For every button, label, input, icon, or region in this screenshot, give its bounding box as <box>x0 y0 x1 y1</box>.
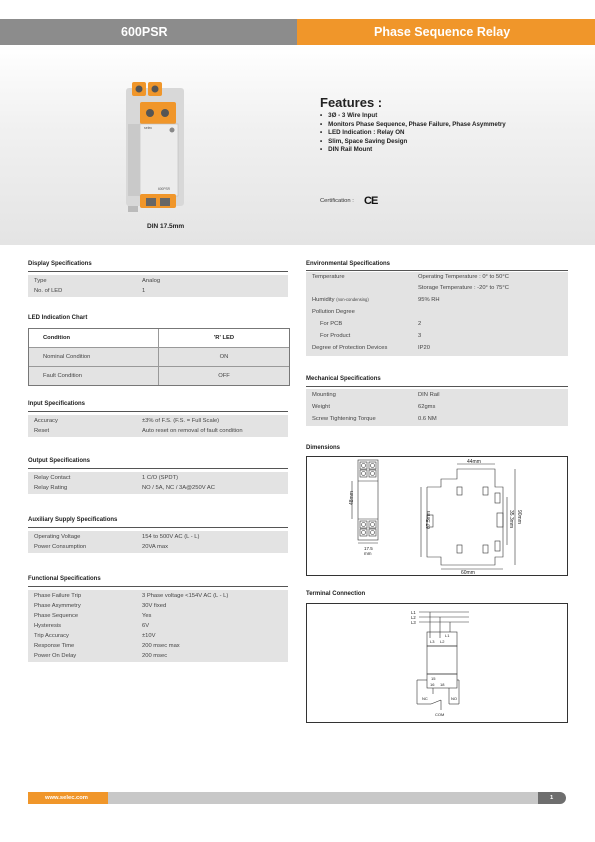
page-number-tab <box>538 792 566 804</box>
table-row <box>29 366 289 385</box>
input-specs-table <box>28 415 288 437</box>
page-number: 1 <box>550 795 554 801</box>
header-title-bar <box>297 19 595 45</box>
spec-key: Mounting <box>312 392 336 398</box>
features-title: Features : <box>320 95 383 110</box>
terminal-diagram <box>307 604 567 722</box>
product-caption: DIN 17.5mm <box>147 223 185 230</box>
spec-key: Phase Failure Trip <box>34 593 82 599</box>
terminal-title: Terminal Connection <box>306 591 366 597</box>
spec-value: 1 C/O (SPDT) <box>142 475 179 481</box>
display-specs-table <box>28 275 288 297</box>
spec-value: 200 msec <box>142 653 168 659</box>
table-row <box>306 331 568 341</box>
spec-key: Reset <box>34 428 50 434</box>
feature-item: • DIN Rail Mount <box>320 146 506 155</box>
table-row <box>28 591 288 601</box>
spec-key: Weight <box>312 404 330 410</box>
spec-note: (non-condensing) <box>336 297 369 302</box>
spec-value: 95% RH <box>418 297 440 303</box>
spec-value: Storage Temperature : -20° to 75°C <box>418 285 509 291</box>
spec-key: Screw Tightening Torque <box>312 416 376 422</box>
spec-key: Hysteresis <box>34 623 62 629</box>
spec-key: Accuracy <box>34 418 58 424</box>
table-row <box>28 532 288 542</box>
table-row <box>28 542 288 552</box>
table-row <box>28 631 288 641</box>
spec-value: NO / 5A, NC / 3A@250V AC <box>142 485 215 491</box>
table-row <box>306 390 568 400</box>
led-state-cell: OFF <box>218 373 230 379</box>
certification-label: Certification : <box>320 198 354 204</box>
table-row <box>28 426 288 436</box>
divider <box>28 411 288 412</box>
output-specs-title: Output Specifications <box>28 458 91 464</box>
spec-value: 2 <box>418 321 422 327</box>
table-row <box>306 343 568 353</box>
divider <box>28 468 288 469</box>
table-row <box>28 483 288 493</box>
input-specs-title: Input Specifications <box>28 401 86 407</box>
divider <box>28 271 288 272</box>
table-row <box>306 402 568 412</box>
spec-value: 200 msec max <box>142 643 180 649</box>
line-label-l2: L2 <box>411 615 416 620</box>
spec-key: Type <box>34 278 47 284</box>
terminal-15: 15 <box>431 676 436 681</box>
spec-value: 0.6 NM <box>418 416 437 422</box>
contact-no-label: NO <box>451 696 457 701</box>
spec-value: 3 <box>418 333 422 339</box>
spec-key: No. of LED <box>34 288 63 294</box>
page-title: Phase Sequence Relay <box>374 25 511 39</box>
table-row <box>28 286 288 296</box>
spec-value: 62gms <box>418 404 436 410</box>
spec-value: ±3% of F.S. (F.S. = Full Scale) <box>142 418 220 424</box>
spec-value: Yes <box>142 613 152 619</box>
condition-cell: Nominal Condition <box>29 348 159 366</box>
divider <box>306 386 568 387</box>
spec-value: 154 to 500V AC (L - L) <box>142 534 200 540</box>
spec-value: 3 Phase voltage <154V AC (L - L) <box>142 593 229 599</box>
dimensions-title: Dimensions <box>306 445 341 451</box>
table-row <box>28 611 288 621</box>
divider <box>28 586 288 587</box>
spec-key: Pollution Degree <box>312 309 355 315</box>
table-row <box>306 307 568 317</box>
spec-key: For PCB <box>320 321 343 327</box>
table-row <box>28 651 288 661</box>
table-row <box>29 347 289 366</box>
spec-value: Auto reset on removal of fault condition <box>142 428 243 434</box>
terminal-16: 16 <box>430 682 435 687</box>
led-state-cell: ON <box>219 354 229 360</box>
feature-item: • 3Ø - 3 Wire Input <box>320 112 506 121</box>
spec-value: IP20 <box>418 345 430 351</box>
product-image <box>118 78 198 218</box>
spec-value: ±10V <box>142 633 156 639</box>
spec-key: Temperature <box>312 274 345 280</box>
table-row <box>28 621 288 631</box>
spec-key: Trip Accuracy <box>34 633 69 639</box>
aux-specs-title: Auxiliary Supply Specifications <box>28 517 118 523</box>
spec-key: Phase Asymmetry <box>34 603 81 609</box>
spec-key: Relay Rating <box>34 485 68 491</box>
spec-key: Degree of Protection Devices <box>312 345 388 351</box>
divider <box>306 270 568 271</box>
table-row <box>28 601 288 611</box>
table-row <box>28 641 288 651</box>
table-row <box>306 414 568 424</box>
terminal-drawing-box <box>306 603 568 723</box>
front-width-unit: mm <box>364 551 372 556</box>
contact-nc-label: NC <box>422 696 428 701</box>
spec-key: For Product <box>320 333 351 339</box>
table-row <box>306 272 568 282</box>
led-indication-table <box>28 328 290 386</box>
column-header: 'R' LED <box>213 335 235 341</box>
spec-key: Humidity <box>312 297 335 303</box>
spec-key: Operating Voltage <box>34 534 81 540</box>
spec-key: Relay Contact <box>34 475 71 481</box>
functional-specs-table <box>28 590 288 662</box>
feature-item: • Slim, Space Saving Design <box>320 138 506 147</box>
total-height-label: 90mm <box>516 510 522 524</box>
line-label-l3: L3 <box>411 620 416 625</box>
table-row <box>306 283 568 293</box>
aux-specs-table <box>28 531 288 553</box>
spec-key: Response Time <box>34 643 75 649</box>
spec-value: DIN Rail <box>418 392 440 398</box>
functional-specs-title: Functional Specifications <box>28 576 101 582</box>
model-number: 600PSR <box>121 25 168 39</box>
table-row <box>28 276 288 286</box>
side-top-label: 44mm <box>467 459 481 465</box>
env-specs-title: Environmental Specifications <box>306 261 391 267</box>
spec-key: Power Consumption <box>34 544 87 550</box>
spec-value: Operating Temperature : 0° to 50°C <box>418 274 509 280</box>
spec-value: Analog <box>142 278 161 284</box>
line-label-l1: L1 <box>411 610 416 615</box>
divider <box>28 527 288 528</box>
contact-com-label: COM <box>435 712 445 717</box>
terminal-l1: L1 <box>445 633 450 638</box>
dimensions-drawing-box <box>306 456 568 576</box>
dimensions-drawing <box>307 457 567 575</box>
table-row <box>28 416 288 426</box>
terminal-l3: L3 <box>430 639 435 644</box>
table-row <box>28 473 288 483</box>
mech-specs-table <box>306 389 568 426</box>
spec-value: 1 <box>142 288 146 294</box>
spec-value: 30V fixed <box>142 603 167 609</box>
website-link[interactable]: www.selec.com <box>45 795 88 801</box>
spec-value: 20VA max <box>142 544 168 550</box>
hero-panel <box>0 45 595 245</box>
features-list <box>320 112 506 155</box>
column-header: Condition <box>29 329 159 347</box>
footer-website-bar <box>28 792 108 804</box>
env-specs-table <box>306 272 568 356</box>
feature-item: • LED Indication : Relay ON <box>320 129 506 138</box>
terminal-18: 18 <box>440 682 445 687</box>
spec-key: Power On Delay <box>34 653 77 659</box>
header-model-bar <box>0 19 297 45</box>
display-specs-title: Display Specifications <box>28 261 92 267</box>
spec-key: Phase Sequence <box>34 613 79 619</box>
front-width-label: 17.5 <box>364 546 373 551</box>
condition-cell: Fault Condition <box>29 367 159 385</box>
led-chart-title: LED Indication Chart <box>28 315 88 321</box>
device-model-label: 600PSR <box>158 187 170 191</box>
side-height-label: 67.5mm <box>426 510 432 529</box>
ce-mark: CE <box>364 195 378 207</box>
front-height-label: 48mm <box>349 491 355 505</box>
footer-bar <box>108 792 538 804</box>
table-header-row <box>29 329 289 347</box>
table-row <box>306 319 568 329</box>
mech-specs-title: Mechanical Specifications <box>306 376 381 382</box>
device-brand-label: selec <box>144 126 153 130</box>
spec-value: 6V <box>142 623 150 629</box>
terminal-l2: L2 <box>440 639 445 644</box>
feature-item: • Monitors Phase Sequence, Phase Failure, Phase Asymmetry <box>320 121 506 130</box>
side-width-label: 60mm <box>461 570 475 575</box>
rail-height-label: 35.3mm <box>508 510 514 529</box>
output-specs-table <box>28 472 288 494</box>
table-row <box>306 295 568 305</box>
